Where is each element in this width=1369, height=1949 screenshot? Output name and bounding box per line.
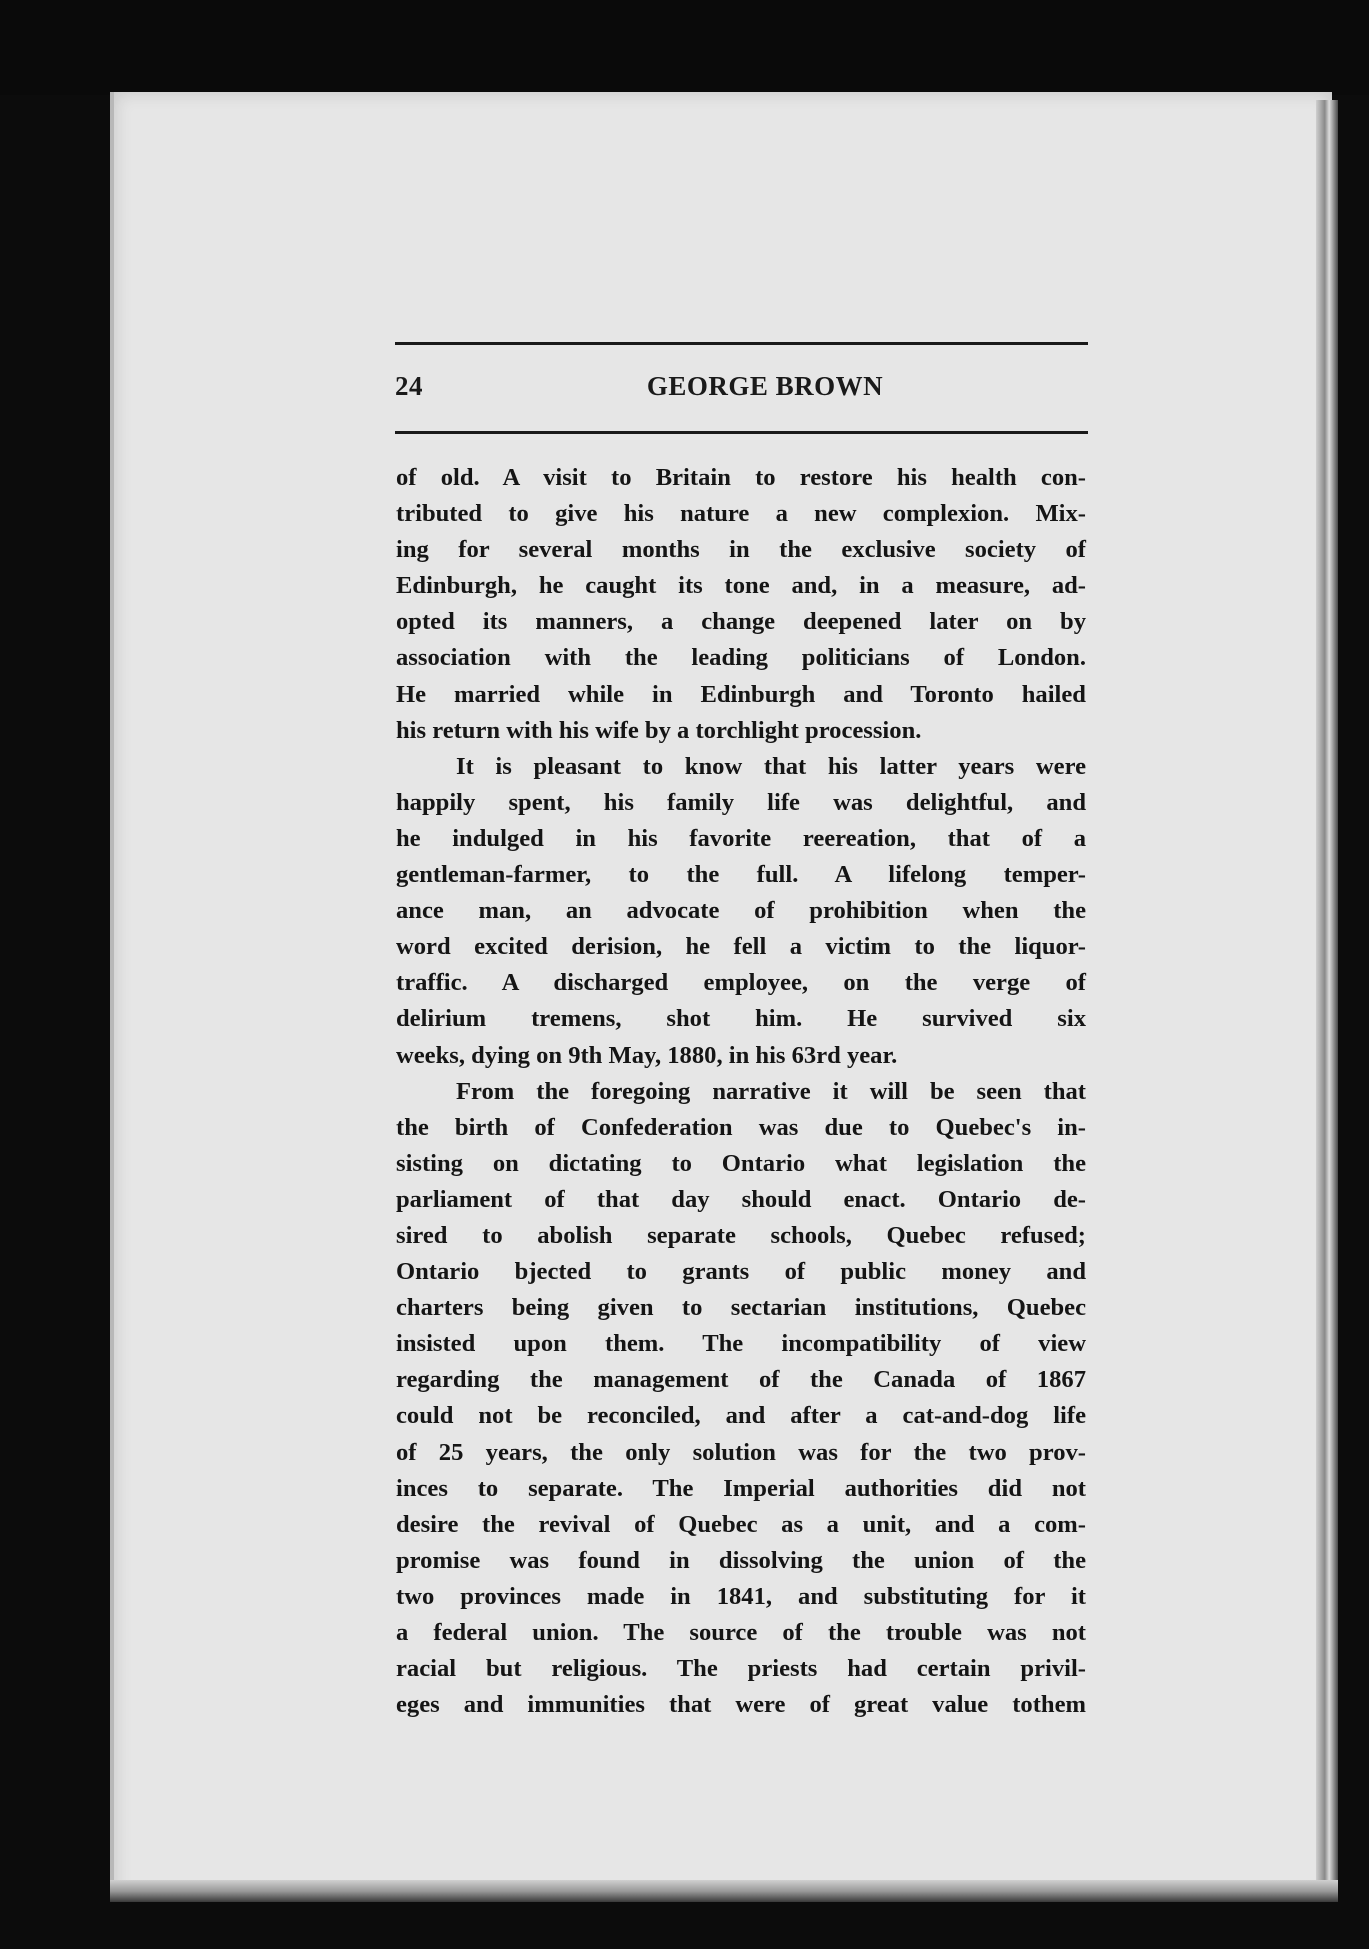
- text-line: sired to abolish separate schools, Quebec refused;: [396, 1221, 1086, 1249]
- text-line: eges and immunities that were of great value tothem: [396, 1691, 1086, 1719]
- text-line: He married while in Edinburgh and Toronto hailed: [396, 680, 1086, 708]
- text-line: his return with his wife by a torchlight procession.: [396, 716, 922, 744]
- text-line: desire the revival of Quebec as a unit, and a com-: [396, 1510, 1086, 1538]
- text-line: It is pleasant to know that his latter years were: [456, 752, 1086, 780]
- text-line: gentleman-farmer, to the full. A lifelong temper-: [396, 861, 1086, 889]
- text-line: inces to separate. The Imperial authorities did not: [396, 1474, 1086, 1502]
- page-right-edge: [1316, 100, 1338, 1900]
- text-line: two provinces made in 1841, and substituting for it: [396, 1582, 1086, 1610]
- text-line: insisted upon them. The incompatibility of view: [396, 1330, 1086, 1358]
- text-line: could not be reconciled, and after a cat-and-dog life: [396, 1402, 1086, 1430]
- text-line: ing for several months in the exclusive society of: [396, 536, 1086, 564]
- text-line: happily spent, his family life was delightful, and: [396, 788, 1086, 816]
- text-line: promise was found in dissolving the union of the: [396, 1546, 1086, 1574]
- text-line: of old. A visit to Britain to restore his health con-: [396, 464, 1086, 491]
- page-number: 24: [395, 371, 423, 401]
- header-rule-bottom: [395, 431, 1088, 434]
- text-line: word excited derision, he fell a victim to the liquor-: [396, 933, 1086, 961]
- text-line: the birth of Confederation was due to Quebec's in-: [396, 1113, 1086, 1141]
- text-line: tributed to give his nature a new complexion. Mix-: [396, 500, 1086, 528]
- text-line: weeks, dying on 9th May, 1880, in his 63rd year.: [396, 1041, 898, 1069]
- running-title: GEORGE BROWN: [646, 371, 884, 401]
- text-line: Edinburgh, he caught its tone and, in a measure, ad-: [396, 572, 1086, 600]
- header-rule-top: [395, 342, 1088, 345]
- text-line: of 25 years, the only solution was for the two prov-: [396, 1438, 1086, 1466]
- text-line: parliament of that day should enact. Ontario de-: [396, 1185, 1086, 1213]
- running-header: [395, 371, 1088, 411]
- text-line: Ontario bjected to grants of public money and: [396, 1258, 1086, 1286]
- text-line: association with the leading politicians of London.: [396, 644, 1086, 672]
- text-line: opted its manners, a change deepened later on by: [396, 608, 1086, 636]
- text-line: ance man, an advocate of prohibition when the: [396, 897, 1086, 925]
- text-line: From the foregoing narrative it will be seen that: [456, 1077, 1086, 1105]
- text-line: sisting on dictating to Ontario what legislation the: [396, 1149, 1086, 1177]
- page-bottom-edge: [110, 1880, 1338, 1902]
- body-text: [396, 460, 1086, 1723]
- text-line: charters being given to sectarian institutions, Quebec: [396, 1294, 1086, 1322]
- text-line: he indulged in his favorite reereation, that of a: [396, 824, 1086, 852]
- scan-background: [0, 0, 1369, 95]
- text-line: regarding the management of the Canada of 1867: [396, 1366, 1086, 1394]
- text-line: racial but religious. The priests had certain privil-: [396, 1655, 1086, 1683]
- text-line: traffic. A discharged employee, on the verge of: [396, 969, 1086, 997]
- text-line: a federal union. The source of the trouble was not: [396, 1619, 1086, 1646]
- text-line: delirium tremens, shot him. He survived six: [396, 1005, 1086, 1033]
